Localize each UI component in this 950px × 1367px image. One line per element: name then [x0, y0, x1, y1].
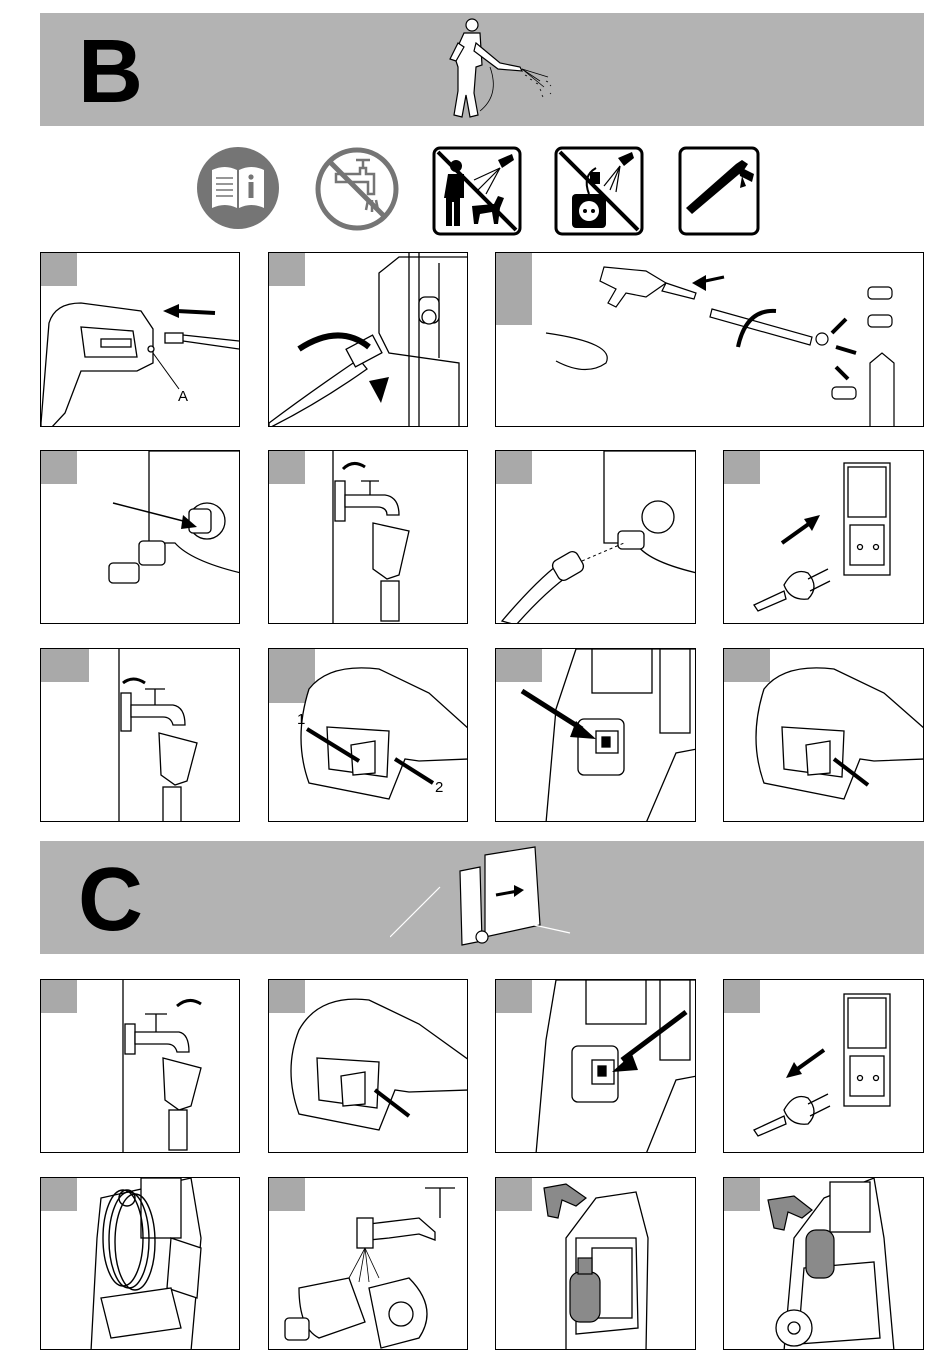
read-manual-icon	[196, 146, 280, 230]
step-panel-gun-trigger-release	[268, 648, 468, 822]
step-panel-switch-off	[495, 979, 696, 1153]
label-1: 1	[297, 711, 306, 728]
step-panel-switch-on	[495, 648, 696, 822]
step-panel-connect-hose-to-gun	[40, 252, 240, 427]
step-panel-unplug	[723, 979, 924, 1153]
section-b-banner	[40, 13, 924, 126]
step-panel-close-tap	[40, 979, 240, 1153]
step-panel-store-gun	[495, 1177, 696, 1350]
no-tap-water-icon	[314, 146, 400, 232]
section-c-letter: C	[78, 850, 143, 950]
unit-unplugged-illustration	[390, 845, 580, 950]
step-panel-hose-to-inlet	[495, 450, 696, 624]
step-panel-tap-hose-connect	[268, 450, 468, 624]
section-c-banner	[40, 841, 924, 954]
section-b-letter: B	[78, 22, 143, 122]
step-panel-release-pressure	[268, 979, 468, 1153]
label-2: 2	[435, 779, 444, 796]
lance-icon	[678, 146, 760, 236]
no-spray-people-animals-icon	[432, 146, 522, 236]
step-panel-assemble-gun-and-nozzles	[495, 252, 924, 427]
step-panel-store-hose	[40, 1177, 240, 1350]
person-pressure-washing-illustration	[430, 15, 590, 125]
step-panel-clean-filter	[268, 1177, 468, 1350]
step-panel-stored-unit	[723, 1177, 924, 1350]
step-panel-inlet-connector	[40, 450, 240, 624]
safety-icons-row	[0, 140, 950, 240]
step-panel-screw-hose-to-unit	[268, 252, 468, 427]
step-panel-gun-trigger-press	[723, 648, 924, 822]
no-spray-electrical-icon	[554, 146, 644, 236]
step-panel-plug-in	[723, 450, 924, 624]
label-a: A	[178, 388, 189, 405]
step-panel-open-tap	[40, 648, 240, 822]
